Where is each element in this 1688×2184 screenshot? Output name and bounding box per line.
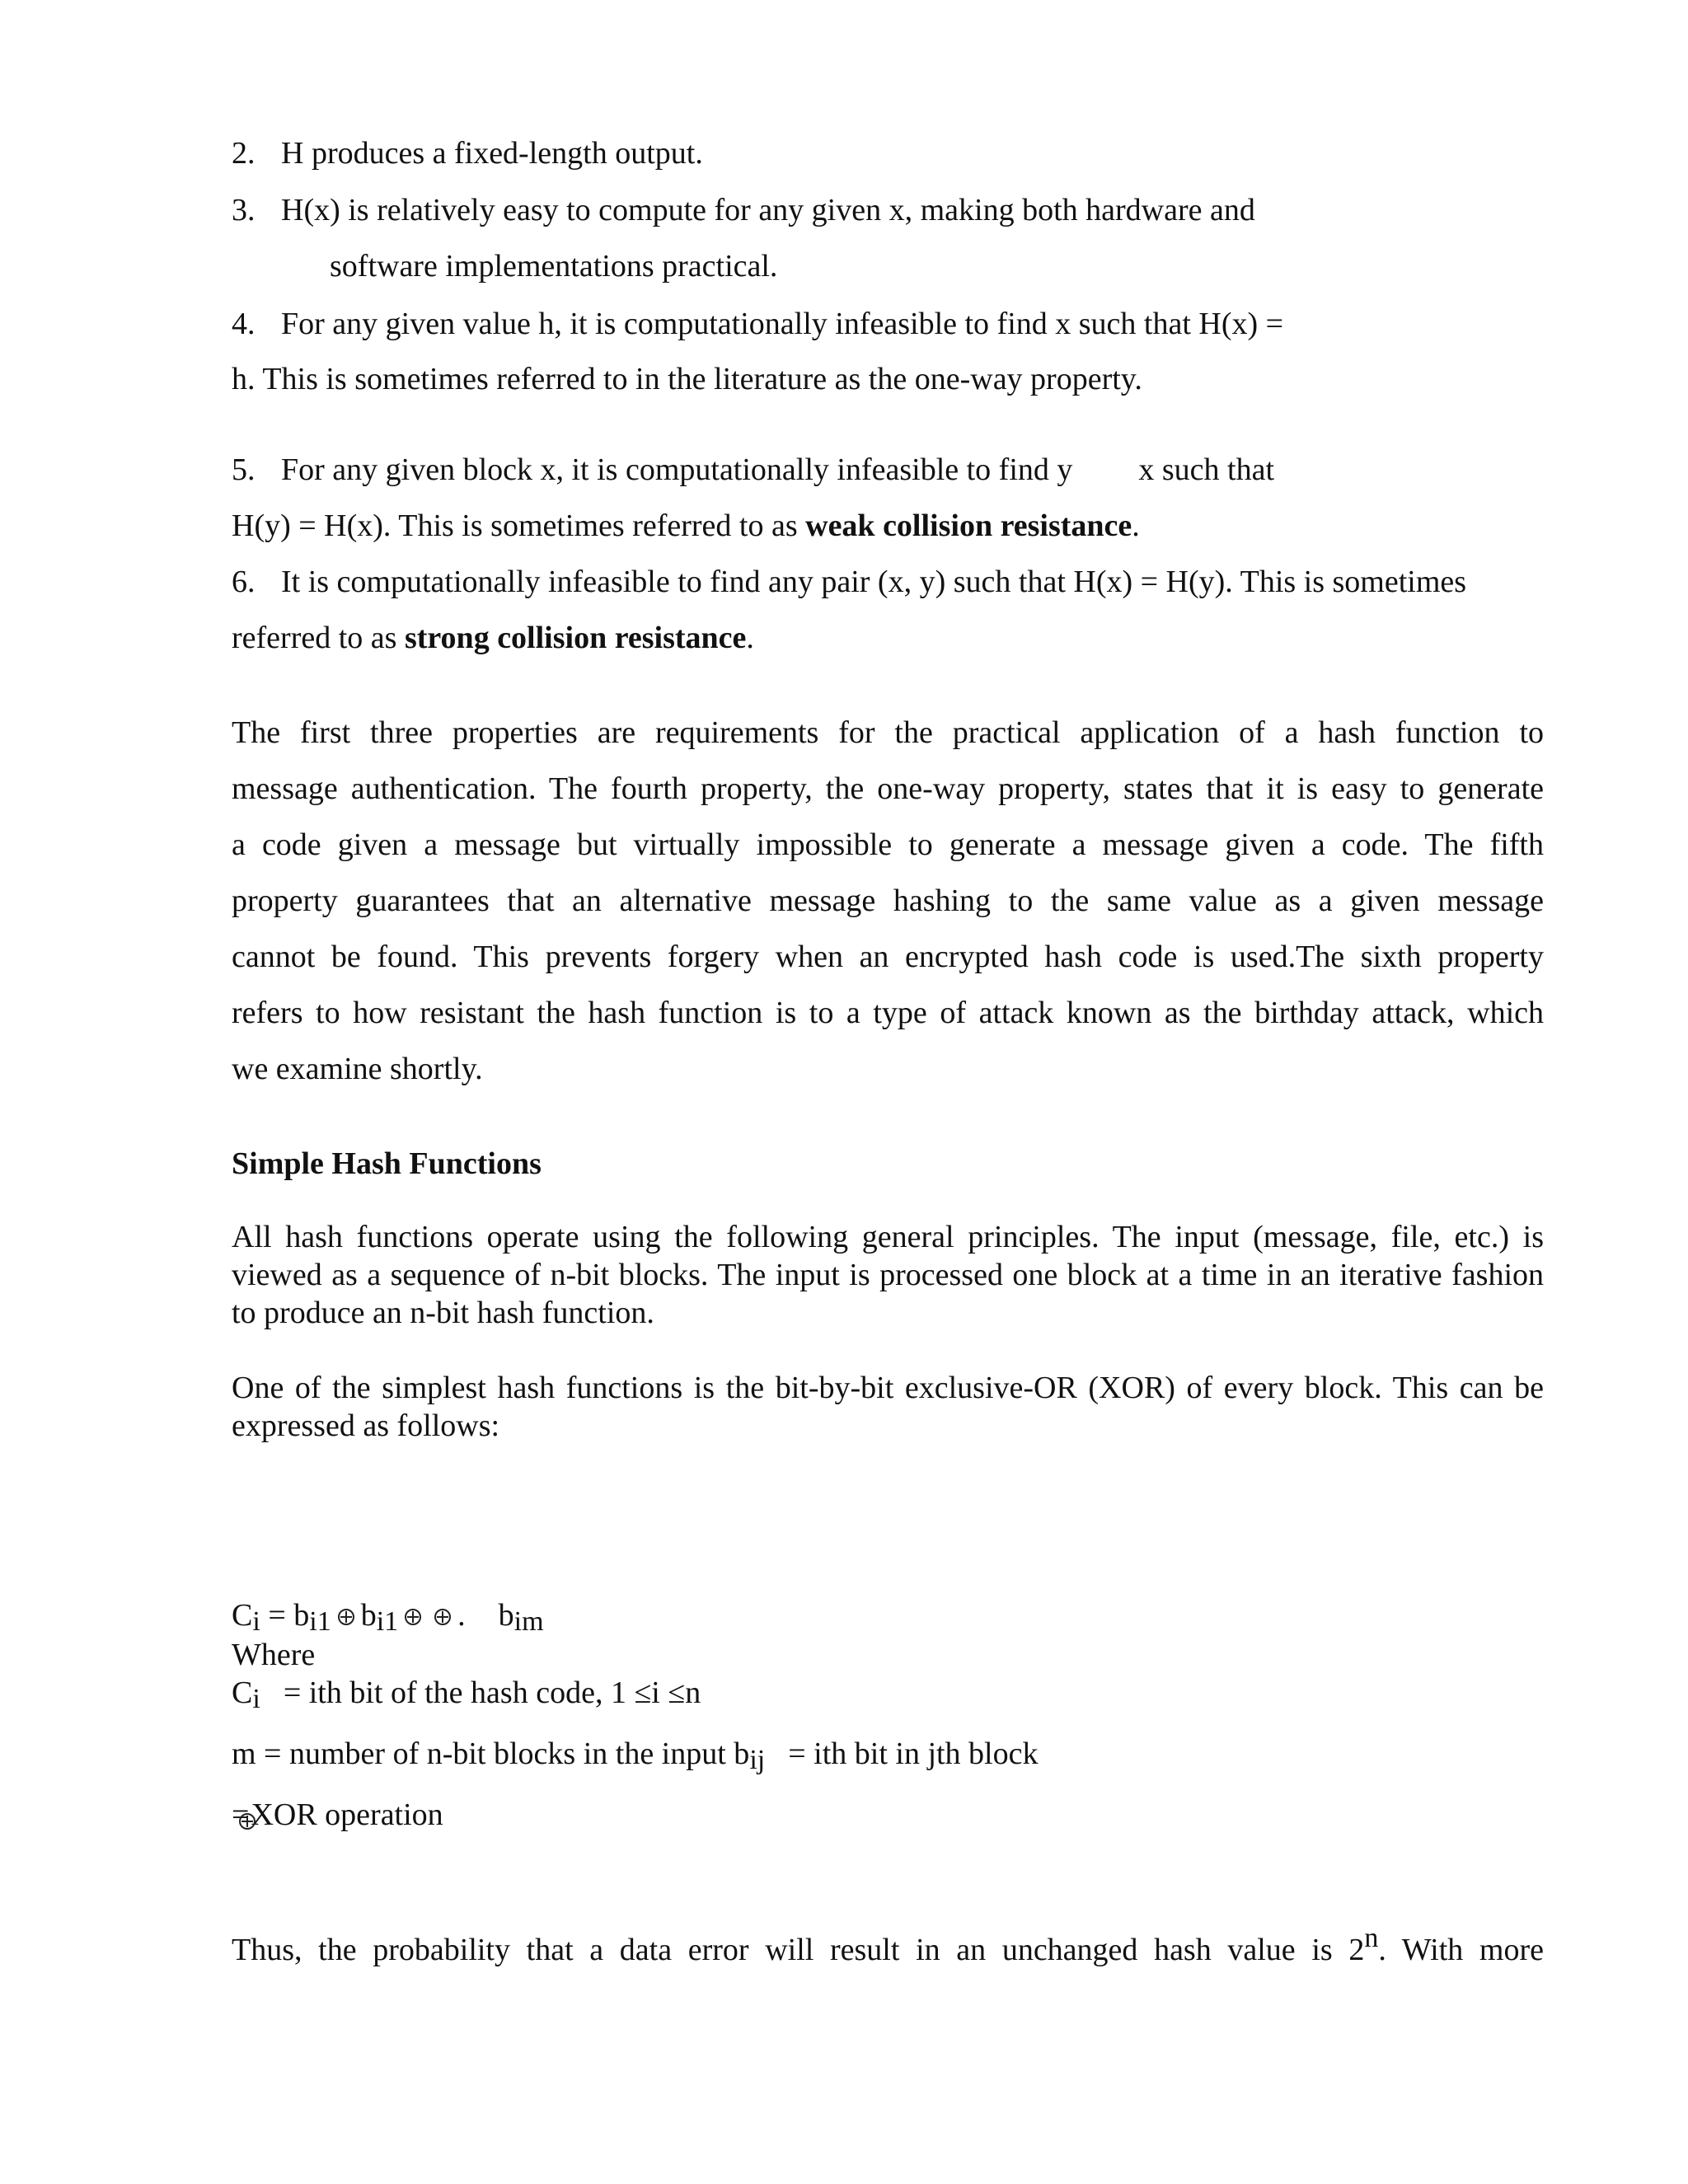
formula-subscript: i1 xyxy=(376,1606,399,1637)
list-number: 2. xyxy=(232,136,256,171)
xor-icon xyxy=(237,1811,257,1831)
discussion-line: message authentication. The fourth property, the one-way property, states that it is easy to generate xyxy=(232,771,1544,806)
text-run: . xyxy=(746,621,754,655)
text-run: referred to as xyxy=(232,621,405,655)
formula-subscript: ij xyxy=(749,1745,766,1775)
formula-subscript: im xyxy=(513,1606,544,1637)
text-run: . With more xyxy=(1378,1933,1544,1967)
definition-m xyxy=(232,1735,1038,1774)
section-heading: Simple Hash Functions xyxy=(232,1146,542,1181)
formula-equals: = xyxy=(260,1598,294,1633)
list-number: 3. xyxy=(232,193,256,227)
definition-text: = ith bit in jth block xyxy=(788,1736,1039,1771)
list-item-4-continuation: h. This is sometimes referred to in the literature as the one-way property. xyxy=(232,362,1142,396)
term-strong-collision-resistance: strong collision resistance xyxy=(404,621,747,655)
list-text: It is computationally infeasible to find any pair (x, y) such that H(x) = H(y). This is sometimes xyxy=(281,565,1467,599)
list-text: For any given value h, it is computationally infeasible to find x such that H(x) = xyxy=(281,307,1284,341)
list-text: H(x) is relatively easy to compute for any given x, making both hardware and xyxy=(281,193,1255,227)
formula-subscript: i1 xyxy=(309,1606,331,1637)
formula-equals: = xyxy=(232,1797,250,1832)
final-line xyxy=(232,1923,1544,1971)
discussion-line: a code given a message but virtually impossible to generate a message given a code. The fifth xyxy=(232,827,1544,862)
list-text-tail: x such that xyxy=(1138,452,1275,487)
list-text: For any given block x, it is computationally infeasible to find y xyxy=(281,452,1073,487)
formula-subscript: i xyxy=(252,1606,260,1637)
xor-icon xyxy=(336,1607,356,1627)
formula-symbol: b xyxy=(498,1598,514,1633)
list-item-6-continuation xyxy=(232,619,754,657)
list-item-3 xyxy=(232,191,1255,229)
definition-xor xyxy=(232,1796,443,1834)
term-weak-collision-resistance: weak collision resistance xyxy=(805,509,1132,543)
text-run: H(y) = H(x). This is sometimes referred to as xyxy=(232,509,806,543)
xor-icon xyxy=(403,1607,423,1627)
formula-symbol: b xyxy=(360,1598,377,1633)
definition-text: = ith bit of the hash code, 1 ≤i ≤n xyxy=(283,1675,701,1710)
formula-symbol: C xyxy=(232,1598,253,1633)
definition-text: XOR operation xyxy=(251,1797,443,1832)
discussion-line: property guarantees that an alternative message hashing to the same value as a given message xyxy=(232,883,1544,918)
formula-symbol: b xyxy=(293,1598,310,1633)
list-number: 4. xyxy=(232,307,256,341)
formula-ellipsis: . xyxy=(457,1598,466,1633)
list-text: H produces a fixed-length output. xyxy=(281,136,703,171)
formula-subscript: i xyxy=(252,1684,260,1714)
xor-formula xyxy=(232,1596,544,1636)
definition-text: m = number of n-bit blocks in the input b xyxy=(232,1736,750,1771)
discussion-line: we examine shortly. xyxy=(232,1052,483,1086)
text-run: . xyxy=(1132,509,1140,543)
where-label: Where xyxy=(232,1638,316,1672)
list-item-6 xyxy=(232,563,1466,601)
xor-intro-paragraph: One of the simplest hash functions is the bit-by-bit exclusive-OR (XOR) of every block. This can be expressed as follows: xyxy=(232,1371,1544,1443)
discussion-line: The first three properties are requirements for the practical application of a hash function to xyxy=(232,715,1544,750)
text-run: Thus, the probability that a data error will result in an unchanged hash value is 2 xyxy=(232,1933,1365,1967)
list-number: 6. xyxy=(232,565,256,599)
list-number: 5. xyxy=(232,452,256,487)
list-item-5 xyxy=(232,451,1274,489)
discussion-line: refers to how resistant the hash function is to a type of attack known as the birthday attack, which xyxy=(232,996,1544,1030)
list-item-2 xyxy=(232,134,703,172)
xor-icon xyxy=(433,1607,452,1627)
list-item-3-continuation: software implementations practical. xyxy=(330,249,778,284)
definition-c xyxy=(232,1674,701,1713)
principles-paragraph: All hash functions operate using the following general principles. The input (message, file, etc.) is viewed as a sequence of n-bit blocks. The input is processed one block at a time in an iterative fashion to produce an n-bit hash function. xyxy=(232,1220,1544,1330)
formula-symbol: C xyxy=(232,1675,253,1710)
discussion-line: cannot be found. This prevents forgery when an encrypted hash code is used.The sixth property xyxy=(232,940,1544,974)
list-item-4 xyxy=(232,305,1283,343)
list-item-5-continuation xyxy=(232,507,1140,545)
formula-superscript: n xyxy=(1364,1923,1379,1953)
